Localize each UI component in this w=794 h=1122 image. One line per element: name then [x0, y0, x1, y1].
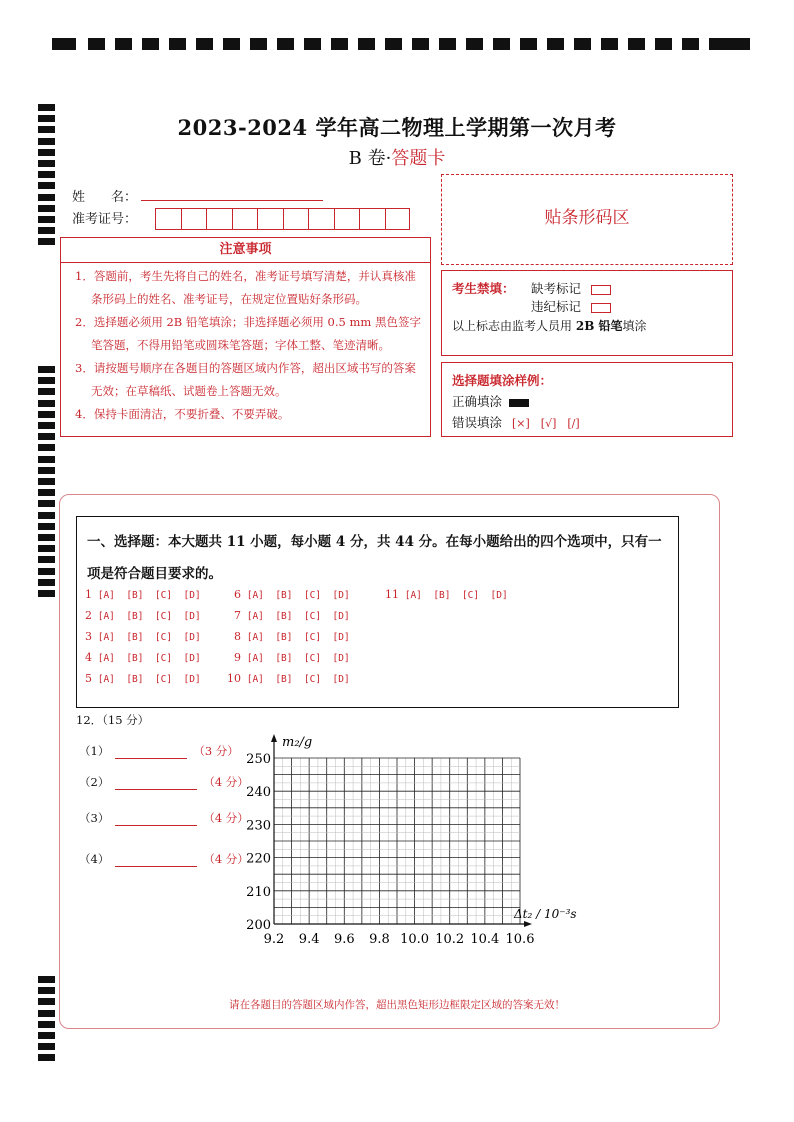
wrong-fill-samples: [×] [√] [/]	[512, 417, 580, 430]
y-axis-arrow	[271, 734, 277, 742]
timing-mark	[38, 205, 55, 212]
timing-mark	[115, 38, 132, 50]
page-subtitle	[0, 144, 794, 170]
absent-mark-box[interactable]	[591, 285, 611, 295]
mc-option-bubbles[interactable]: [A] [B] [C] [D]	[92, 590, 201, 601]
name-field[interactable]	[141, 200, 323, 201]
timing-mark	[520, 38, 537, 50]
timing-mark	[38, 467, 55, 474]
notice-item: 4．保持卡面清洁，不要折叠、不要弄破。	[75, 407, 290, 421]
mc-question-number: 4	[85, 651, 92, 664]
y-tick-label: 200	[246, 918, 271, 933]
q12-header: 12．（15 分）	[76, 713, 150, 727]
timing-mark	[38, 400, 55, 407]
answer-line[interactable]	[115, 758, 187, 759]
timing-mark	[38, 568, 55, 575]
part-points: （3 分）	[193, 744, 239, 758]
part-points: （4 分）	[203, 775, 249, 789]
answer-line[interactable]	[115, 825, 197, 826]
correct-fill-sample	[509, 399, 529, 407]
fill-example-box	[441, 362, 733, 437]
wrong-fill-row	[452, 413, 580, 431]
timing-mark	[38, 523, 55, 530]
mc-option-bubbles[interactable]: [A] [B] [C] [D]	[241, 590, 350, 601]
forbidden-box	[441, 270, 733, 356]
violation-mark-row	[531, 297, 611, 315]
timing-mark	[38, 216, 55, 223]
timing-mark	[250, 38, 267, 50]
notice-item: 2．选择题必须用 2B 铅笔填涂；非选择题必须用 0.5 mm 黑色签字笔答题，不得用铅笔或圆珠笔答题；字体工整、笔迹清晰。	[75, 315, 421, 352]
timing-mark	[38, 987, 55, 994]
absent-mark-row	[531, 279, 611, 297]
q12-part-2	[79, 774, 249, 790]
timing-mark	[726, 38, 750, 50]
forbidden-note-post: 填涂	[622, 319, 647, 333]
q12-part-4	[79, 851, 249, 867]
forbidden-label: 考生禁填：	[452, 281, 515, 296]
mc-question-number: 3	[85, 630, 92, 643]
mc-question-number: 10	[227, 672, 241, 685]
timing-mark	[38, 976, 55, 983]
y-tick-label: 240	[246, 785, 271, 801]
absent-label: 缺考标记	[531, 281, 582, 296]
mc-option-bubbles[interactable]: [A] [B] [C] [D]	[241, 674, 350, 685]
mc-question-row	[385, 588, 508, 601]
mc-question-row	[85, 588, 201, 601]
timing-mark	[38, 433, 55, 440]
mc-question-number: 2	[85, 609, 92, 622]
timing-mark	[358, 38, 375, 50]
mc-question-row	[85, 672, 201, 685]
mc-question-number: 1	[85, 588, 92, 601]
timing-mark	[439, 38, 456, 50]
timing-mark	[52, 38, 76, 50]
mc-option-bubbles[interactable]: [A] [B] [C] [D]	[92, 653, 201, 664]
x-axis-arrow	[524, 921, 532, 927]
fill-example-title: 选择题填涂样例：	[452, 373, 553, 388]
timing-mark	[574, 38, 591, 50]
subtitle-version: B 卷·	[348, 148, 392, 169]
timing-mark	[38, 171, 55, 178]
timing-mark	[38, 377, 55, 384]
timing-mark	[38, 388, 55, 395]
violation-label: 违纪标记	[531, 299, 582, 314]
x-tick-label: 9.8	[369, 932, 390, 947]
mc-option-bubbles[interactable]: [A] [B] [C] [D]	[92, 674, 201, 685]
mc-option-bubbles[interactable]: [A] [B] [C] [D]	[399, 590, 508, 601]
timing-mark	[38, 194, 55, 201]
part-label: （1）	[79, 744, 110, 758]
forbidden-note-bold: 2B 铅笔	[575, 319, 623, 333]
subtitle-card: 答题卡	[391, 148, 446, 169]
timing-mark	[88, 38, 105, 50]
mc-question-row	[85, 651, 201, 664]
page-title: 2023-2024 学年高二物理上学期第一次月考	[177, 115, 617, 140]
timing-mark	[38, 500, 55, 507]
y-tick-label: 220	[246, 851, 271, 867]
timing-mark	[223, 38, 240, 50]
timing-mark	[709, 38, 726, 50]
timing-mark	[38, 512, 55, 519]
notice-title: 注意事项	[61, 238, 430, 263]
multiple-choice-box	[76, 516, 679, 708]
timing-mark	[547, 38, 564, 50]
timing-mark	[38, 1043, 55, 1050]
mc-option-bubbles[interactable]: [A] [B] [C] [D]	[241, 632, 350, 643]
timing-mark	[466, 38, 483, 50]
timing-mark	[38, 444, 55, 451]
answer-line[interactable]	[115, 789, 197, 790]
mc-question-row	[227, 630, 350, 643]
x-tick-label: 10.2	[435, 932, 465, 947]
mc-question-number: 9	[234, 651, 241, 664]
mc-question-row	[85, 609, 201, 622]
notice-item: 1．答题前，考生先将自己的姓名，准考证号填写清楚，并认真核准条形码上的姓名、准考证号，在规定位置贴好条形码。	[75, 269, 416, 306]
mc-heading-line2: 项是符合题目要求的。	[87, 566, 222, 582]
q12-part-3	[79, 810, 249, 826]
timing-mark	[38, 182, 55, 189]
timing-mark	[38, 456, 55, 463]
timing-mark	[277, 38, 294, 50]
x-tick-label: 10.6	[505, 932, 535, 947]
q12-part-1	[79, 743, 239, 759]
part-label: （4）	[79, 852, 110, 866]
timing-mark	[493, 38, 510, 50]
forbidden-note	[452, 317, 647, 334]
mc-option-bubbles[interactable]: [A] [B] [C] [D]	[92, 632, 201, 643]
timing-mark	[38, 1032, 55, 1039]
mc-question-number: 11	[385, 588, 399, 601]
timing-mark	[38, 1054, 55, 1061]
y-tick-label: 250	[246, 752, 271, 767]
x-tick-label: 9.6	[333, 932, 355, 947]
timing-mark	[412, 38, 429, 50]
mc-question-row	[227, 588, 350, 601]
mc-option-bubbles[interactable]: [A] [B] [C] [D]	[92, 611, 201, 622]
graph-grid-chart[interactable]	[240, 728, 620, 950]
timing-mark	[196, 38, 213, 50]
id-number-boxes[interactable]	[155, 208, 410, 230]
timing-mark	[169, 38, 186, 50]
x-tick-label: 10.4	[470, 932, 500, 947]
x-tick-label: 9.2	[263, 932, 285, 947]
x-tick-label: 9.4	[298, 932, 320, 947]
timing-mark	[628, 38, 645, 50]
forbidden-note-pre: 以上标志由监考人员用	[452, 319, 573, 333]
y-tick-label: 230	[246, 818, 271, 834]
timing-mark	[38, 422, 55, 429]
mc-option-bubbles[interactable]: [A] [B] [C] [D]	[241, 653, 350, 664]
mc-question-row	[227, 651, 350, 664]
x-axis-label: Δt₂ / 10⁻³s	[514, 907, 577, 921]
footer-warning: 请在各题目的答题区域内作答，超出黑色矩形边框限定区域的答案无效！	[229, 999, 565, 1011]
timing-marks-top	[52, 38, 752, 50]
correct-fill-row	[452, 392, 529, 410]
timing-mark	[331, 38, 348, 50]
mc-question-number: 8	[234, 630, 241, 643]
timing-mark	[38, 104, 55, 111]
timing-mark	[682, 38, 699, 50]
timing-mark	[38, 227, 55, 234]
timing-mark	[38, 478, 55, 485]
mc-question-number: 6	[234, 588, 241, 601]
timing-mark	[655, 38, 672, 50]
violation-mark-box[interactable]	[591, 303, 611, 313]
timing-mark	[38, 590, 55, 597]
mc-question-row	[227, 609, 350, 622]
part-points: （4 分）	[203, 852, 249, 866]
part-label: （3）	[79, 811, 110, 825]
timing-mark	[38, 411, 55, 418]
timing-mark	[38, 556, 55, 563]
timing-mark	[38, 579, 55, 586]
notice-box	[60, 237, 431, 437]
mc-option-bubbles[interactable]: [A] [B] [C] [D]	[241, 611, 350, 622]
answer-line[interactable]	[115, 866, 197, 867]
y-tick-label: 210	[246, 884, 271, 900]
name-label: 姓 名：	[72, 190, 138, 205]
timing-mark	[38, 534, 55, 541]
timing-mark	[38, 366, 55, 373]
correct-fill-label: 正确填涂	[452, 394, 503, 409]
timing-mark	[38, 489, 55, 496]
mc-question-number: 7	[234, 609, 241, 622]
mc-heading-line1: 一、选择题：本大题共 11 小题，每小题 4 分，共 44 分。在每小题给出的四个选项中，只有一	[87, 534, 662, 550]
timing-mark	[38, 238, 55, 245]
timing-mark	[385, 38, 402, 50]
part-label: （2）	[79, 775, 110, 789]
barcode-area: 贴条形码区	[441, 174, 733, 265]
x-tick-label: 10.0	[400, 932, 430, 947]
part-points: （4 分）	[203, 811, 249, 825]
wrong-fill-label: 错误填涂	[452, 415, 503, 430]
timing-mark	[304, 38, 321, 50]
mc-question-row	[85, 630, 201, 643]
timing-mark	[38, 1021, 55, 1028]
timing-mark	[601, 38, 618, 50]
notice-item: 3．请按题号顺序在各题目的答题区域内作答，超出区域书写的答案无效；在草稿纸、试题卷上答题无效。	[75, 361, 416, 398]
timing-mark	[38, 545, 55, 552]
id-label: 准考证号：	[72, 212, 138, 227]
mc-question-number: 5	[85, 672, 92, 685]
timing-mark	[142, 38, 159, 50]
y-axis-label: m₂/g	[282, 735, 313, 750]
mc-question-row	[227, 672, 350, 685]
